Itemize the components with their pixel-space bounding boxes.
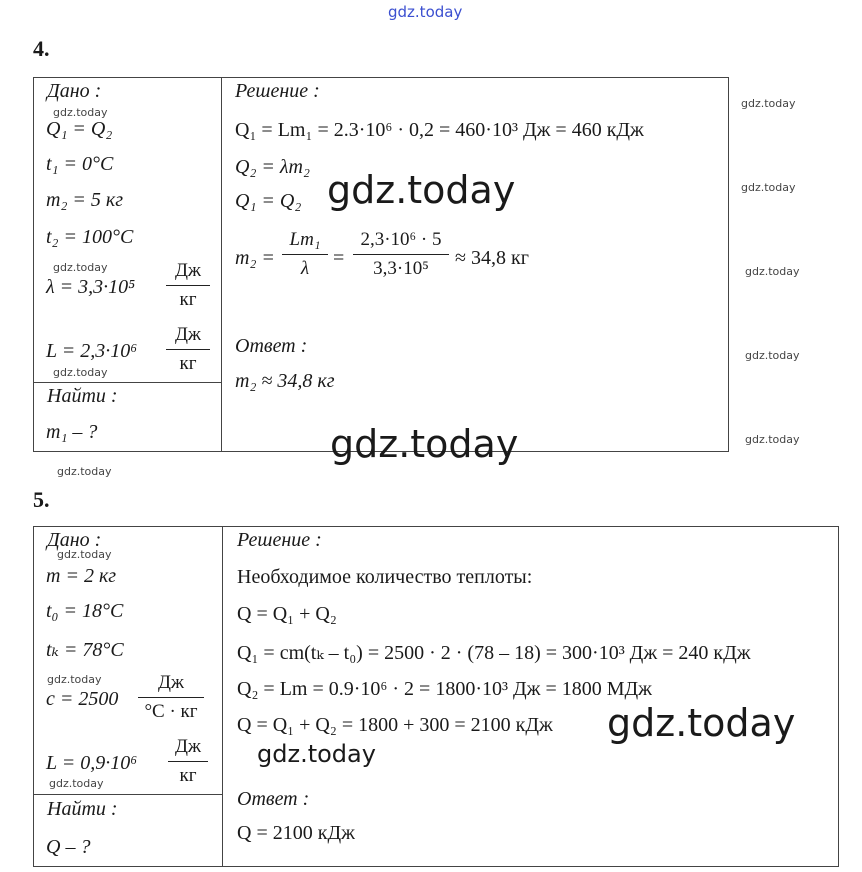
problem-5-given-m: m = 2 кг bbox=[46, 565, 117, 587]
problem-4-solution-line: Q₁ = Lm₁ = 2.3·10⁶ · 0,2 = 460·10³ Дж = 460 кДж bbox=[235, 119, 644, 141]
problem-5-solution-line: Q₂ = Lm = 0.9·10⁶ · 2 = 1800·10³ Дж = 1800 МДж bbox=[237, 678, 652, 700]
problem-4-find-divider bbox=[33, 382, 222, 383]
problem-5-c-unit bbox=[138, 672, 204, 723]
problem-5-find: Q – ? bbox=[46, 836, 91, 858]
watermark: gdz.today bbox=[745, 349, 800, 362]
problem-5-solution-line: Q = Q₁ + Q₂ = 1800 + 300 = 2100 кДж bbox=[237, 714, 553, 736]
watermark: gdz.today bbox=[741, 181, 796, 194]
problem-4-given-t2: t₂ = 100°C bbox=[46, 226, 134, 248]
unit-numerator: Дж bbox=[157, 672, 185, 693]
problem-4-given-m2: m₂ = 5 кг bbox=[46, 189, 124, 211]
problem-4-m2-result: ≈ 34,8 кг bbox=[455, 247, 529, 269]
unit-numerator: Дж bbox=[174, 324, 202, 345]
problem-5-given-c: c = 2500 bbox=[46, 688, 119, 710]
problem-4-given-lambda: λ = 3,3·10⁵ bbox=[46, 276, 136, 298]
watermark: gdz.today bbox=[49, 777, 104, 790]
problem-5-divider bbox=[222, 526, 223, 867]
problem-4-m2-eq: = bbox=[333, 247, 345, 269]
problem-5-given-tk: tₖ = 78°C bbox=[46, 639, 124, 661]
problem-4-solution-line: Q₂ = λm₂ bbox=[235, 156, 310, 178]
watermark: gdz.today bbox=[57, 548, 112, 561]
watermark-large: gdz.today bbox=[330, 422, 519, 466]
watermark-large: gdz.today bbox=[327, 168, 516, 212]
problem-4-lambda-unit bbox=[166, 260, 210, 311]
problem-4-given-q: Q₁ = Q₂ bbox=[46, 118, 113, 140]
problem-5-solution-line: Q₁ = cm(tₖ – t₀) = 2500 · 2 · (78 – 18) = 300·10³ Дж = 240 кДж bbox=[237, 642, 751, 664]
problem-5-L-unit bbox=[168, 736, 208, 787]
watermark: gdz.today bbox=[745, 433, 800, 446]
problem-5-solution-line: Q = Q₁ + Q₂ bbox=[237, 603, 337, 625]
problem-4-m2-formula bbox=[282, 229, 328, 280]
problem-4-answer-title: Ответ : bbox=[235, 335, 308, 357]
problem-5-find-title: Найти : bbox=[47, 798, 118, 820]
problem-4-solution-title: Решение : bbox=[235, 80, 320, 102]
problem-4-find-title: Найти : bbox=[47, 385, 118, 407]
problem-4-solution-line: Q₁ = Q₂ bbox=[235, 190, 302, 212]
problem-5-solution-line: Необходимое количество теплоты: bbox=[237, 566, 533, 588]
frac-numerator: 2,3·10⁶ · 5 bbox=[360, 229, 442, 250]
problem-5-given-L: L = 0,9·10⁶ bbox=[46, 752, 138, 774]
watermark-large: gdz.today bbox=[607, 701, 796, 745]
unit-denominator: кг bbox=[179, 289, 197, 310]
problem-5-given-t0: t₀ = 18°C bbox=[46, 600, 124, 622]
problem-4-given-title: Дано : bbox=[47, 80, 102, 102]
problem-4-given-t1: t₁ = 0°C bbox=[46, 153, 114, 175]
frac-denominator: 3,3·10⁵ bbox=[373, 258, 429, 279]
problem-5-given-title: Дано : bbox=[47, 529, 102, 551]
frac-denominator: λ bbox=[300, 258, 310, 279]
problem-5-answer-title: Ответ : bbox=[237, 788, 310, 810]
watermark: gdz.today bbox=[745, 265, 800, 278]
problem-4-given-L: L = 2,3·10⁶ bbox=[46, 340, 138, 362]
unit-denominator: кг bbox=[179, 353, 197, 374]
problem-4-answer: m₂ ≈ 34,8 кг bbox=[235, 370, 335, 392]
watermark: gdz.today bbox=[57, 465, 112, 478]
unit-numerator: Дж bbox=[174, 260, 202, 281]
watermark: gdz.today bbox=[741, 97, 796, 110]
unit-denominator: °C · кг bbox=[144, 701, 198, 722]
problem-5-answer: Q = 2100 кДж bbox=[237, 822, 355, 844]
problem-4-m2-values bbox=[353, 229, 449, 280]
problem-5-solution-title: Решение : bbox=[237, 529, 322, 551]
watermark: gdz.today bbox=[47, 673, 102, 686]
watermark-medium: gdz.today bbox=[257, 740, 376, 768]
watermark: gdz.today bbox=[53, 106, 108, 119]
frac-numerator: Lm₁ bbox=[289, 229, 321, 250]
watermark: gdz.today bbox=[53, 366, 108, 379]
problem-5-find-divider bbox=[33, 794, 223, 795]
problem-5-number: 5. bbox=[33, 487, 50, 512]
watermark: gdz.today bbox=[53, 261, 108, 274]
unit-denominator: кг bbox=[179, 765, 197, 786]
problem-4-divider bbox=[221, 77, 222, 452]
unit-numerator: Дж bbox=[174, 736, 202, 757]
site-link[interactable]: gdz.today bbox=[388, 3, 463, 21]
problem-4-number: 4. bbox=[33, 36, 50, 61]
problem-4-L-unit bbox=[166, 324, 210, 375]
problem-4-find: m₁ – ? bbox=[46, 421, 98, 443]
problem-4-m2-lhs: m₂ = bbox=[235, 247, 275, 269]
